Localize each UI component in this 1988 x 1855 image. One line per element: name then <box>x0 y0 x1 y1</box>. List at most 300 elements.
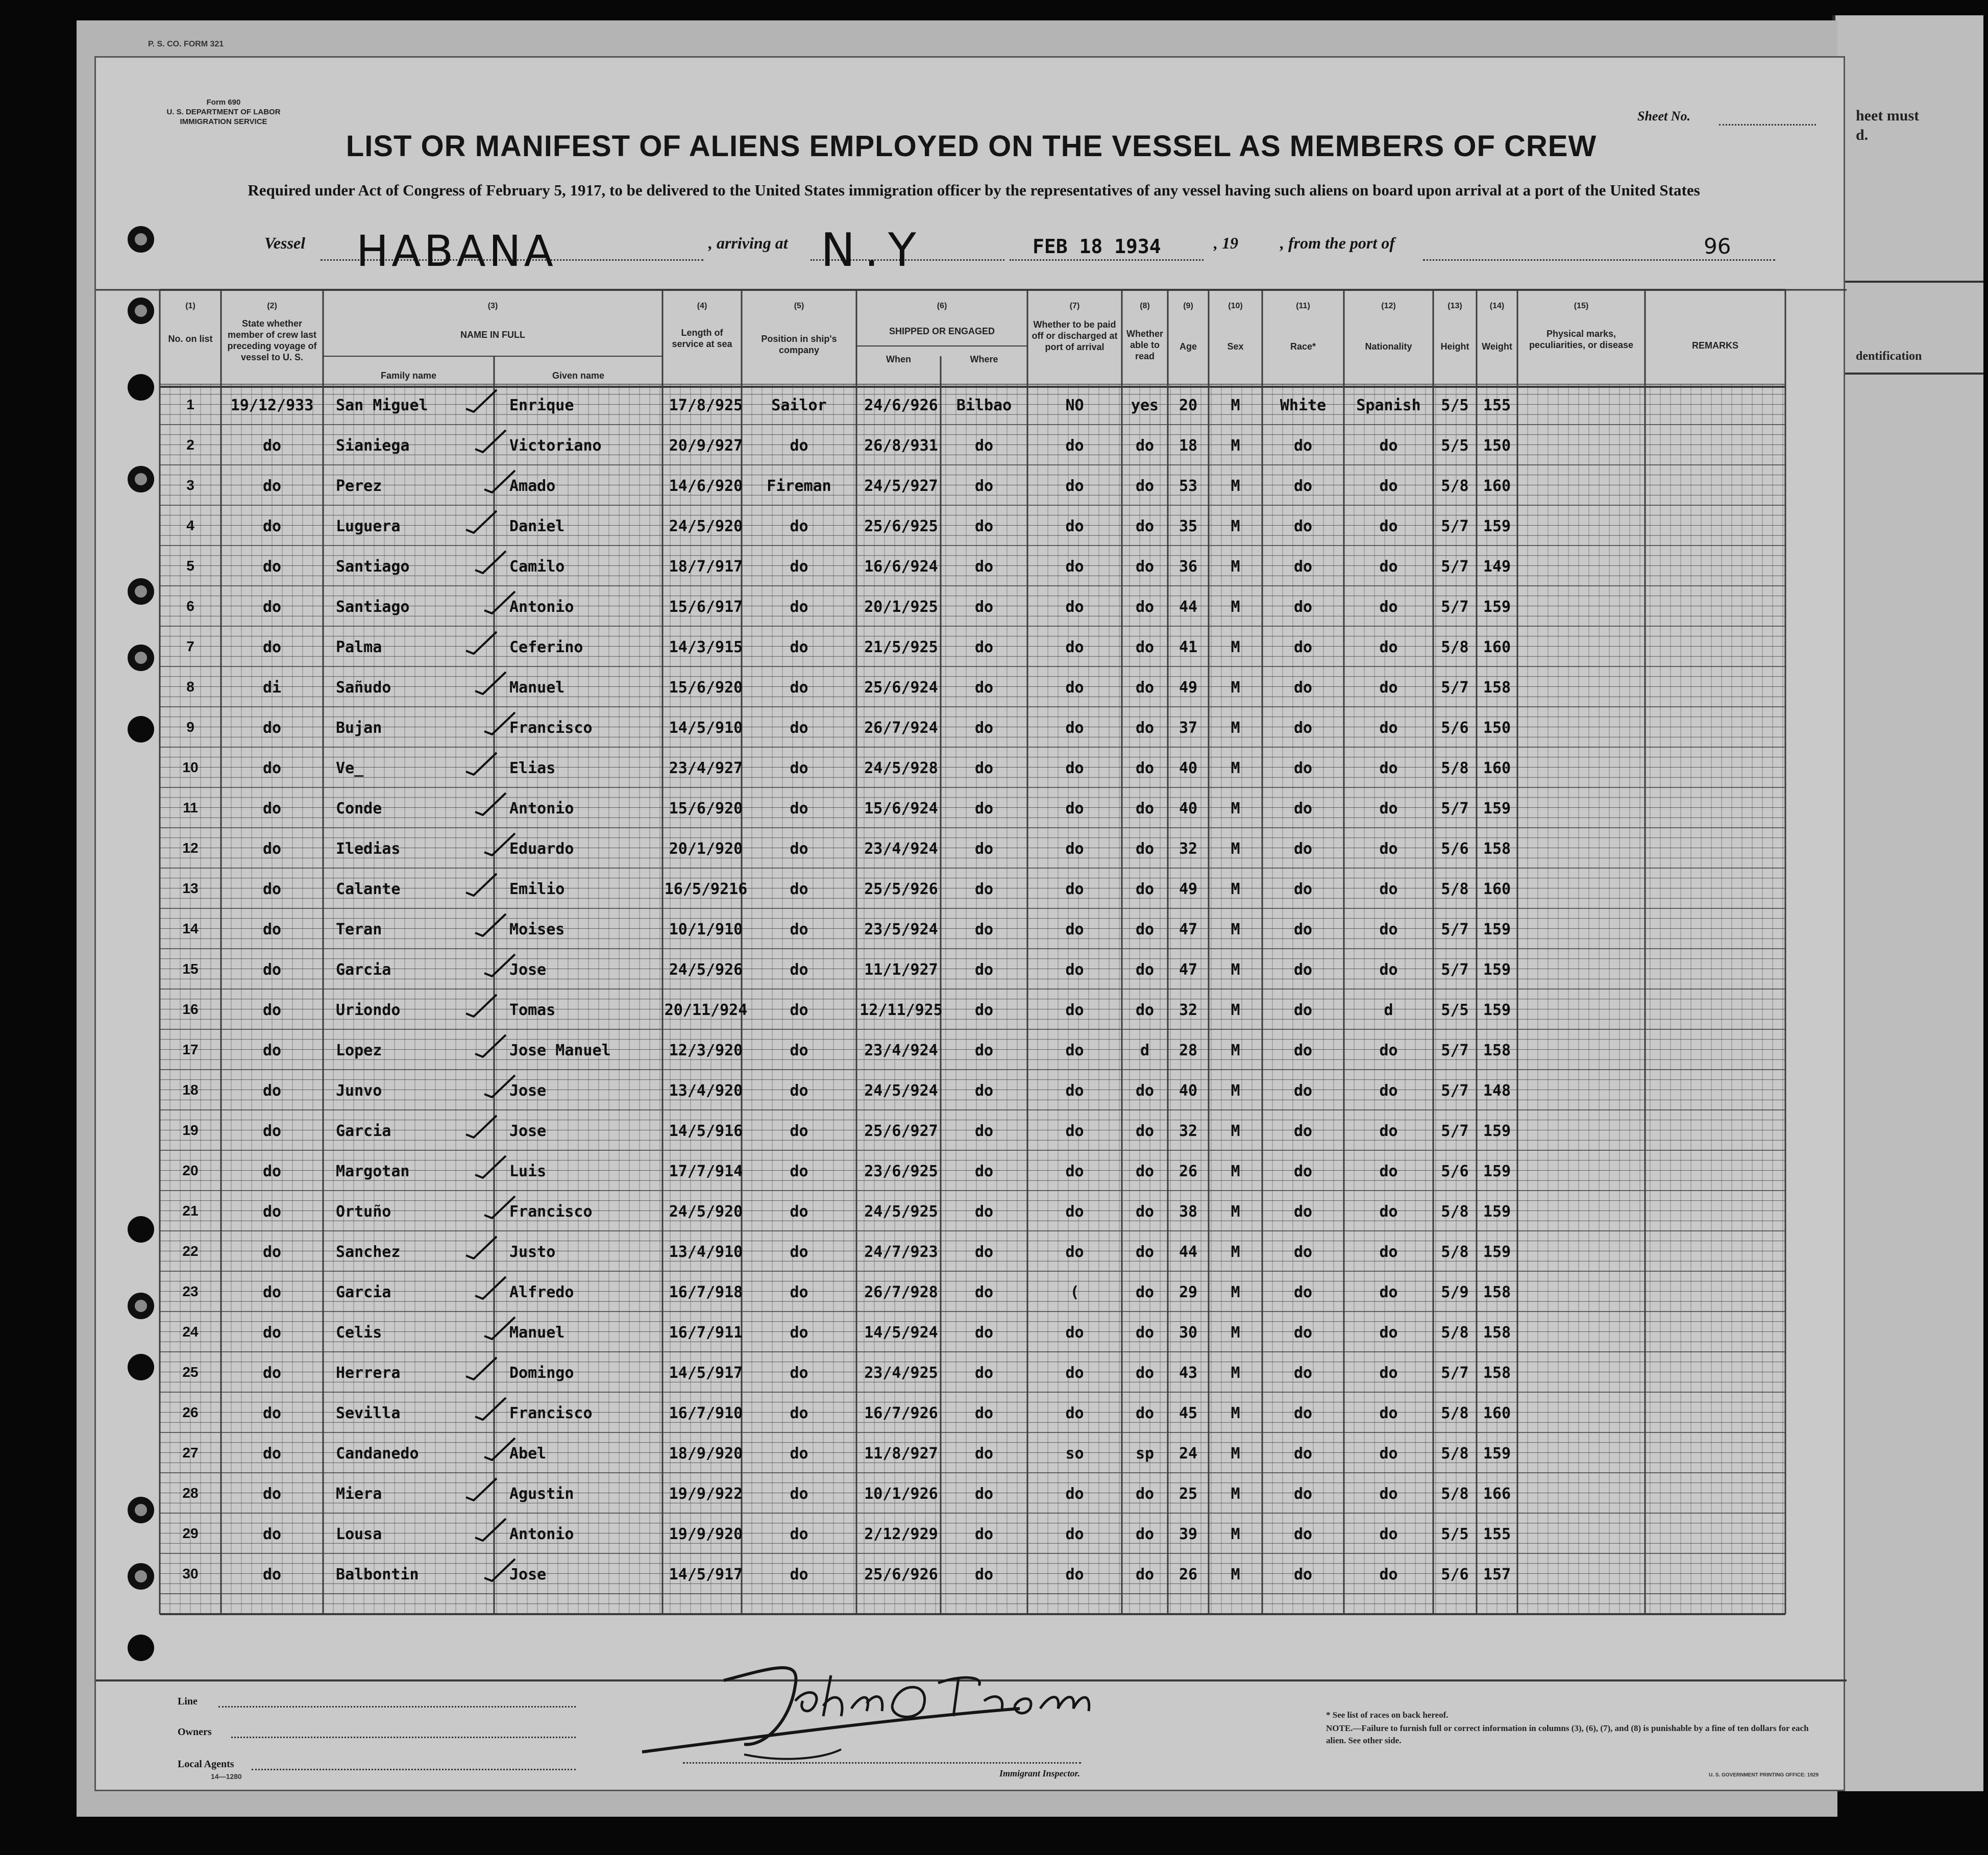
age: 24 <box>1179 1445 1198 1463</box>
able-to-read: do <box>1135 1243 1155 1261</box>
given-name: Daniel <box>509 517 565 535</box>
paid-off: do <box>1065 719 1084 737</box>
previous-voyage: do <box>262 1082 282 1100</box>
position: Sailor <box>771 397 827 414</box>
row-number: 15 <box>182 961 199 977</box>
length-of-service: 14/5/917 <box>669 1566 743 1584</box>
row-number: 9 <box>186 719 194 735</box>
family-name: Bujan <box>336 719 382 737</box>
shipped-where: do <box>974 598 994 616</box>
check-mark-icon <box>463 629 499 655</box>
given-name: Ceferino <box>509 638 583 656</box>
paid-off: do <box>1065 961 1084 979</box>
nationality: do <box>1379 517 1398 535</box>
column-number: (11) <box>1296 302 1310 310</box>
printer-form-number: P. S. CO. FORM 321 <box>148 40 224 48</box>
position: do <box>790 1042 808 1059</box>
sex: M <box>1231 1042 1240 1059</box>
nationality: do <box>1379 1163 1398 1180</box>
nationality: do <box>1379 1122 1398 1140</box>
given-name: Jose <box>509 1122 547 1140</box>
family-name: Ortuño <box>336 1203 391 1221</box>
family-name: Sañudo <box>336 679 391 697</box>
weight: 160 <box>1483 477 1511 495</box>
row-number: 10 <box>182 759 199 775</box>
paid-off: do <box>1065 1122 1084 1140</box>
height: 5/9 <box>1441 1283 1469 1301</box>
previous-voyage: do <box>262 1243 282 1261</box>
paid-off: do <box>1065 759 1084 777</box>
able-to-read: do <box>1135 961 1155 979</box>
row-number: 16 <box>182 1001 199 1017</box>
weight: 159 <box>1483 1163 1511 1180</box>
weight: 150 <box>1483 437 1511 455</box>
check-mark-icon <box>473 911 508 937</box>
header-name-in-full: NAME IN FULL <box>460 330 525 340</box>
age: 37 <box>1179 719 1198 737</box>
family-name: Garcia <box>336 1283 391 1301</box>
row-number: 24 <box>182 1324 199 1340</box>
race: White <box>1280 397 1327 414</box>
row-number: 7 <box>186 638 194 654</box>
sex: M <box>1231 1163 1240 1180</box>
age: 32 <box>1179 1001 1198 1019</box>
age: 25 <box>1179 1485 1198 1503</box>
header-physical-marks: Physical marks, peculiarities, or disease <box>1529 329 1634 350</box>
length-of-service: 18/9/920 <box>669 1445 743 1463</box>
race: do <box>1293 1243 1313 1261</box>
agents-form-number: 14—1280 <box>211 1772 242 1780</box>
shipped-where: do <box>974 759 994 777</box>
weight: 159 <box>1483 517 1511 535</box>
row-number: 18 <box>182 1082 199 1098</box>
paid-off: do <box>1065 558 1084 576</box>
length-of-service: 14/5/916 <box>669 1122 743 1140</box>
shipped-when: 25/5/926 <box>864 880 938 898</box>
weight: 159 <box>1483 1122 1511 1140</box>
shipped-where: do <box>974 1001 994 1019</box>
nationality: d <box>1384 1001 1393 1019</box>
previous-voyage: do <box>262 558 282 576</box>
given-name: Eduardo <box>509 840 574 858</box>
date-stamp: FEB 18 1934 <box>1033 235 1161 258</box>
shipped-when: 16/7/926 <box>864 1404 938 1422</box>
paid-off: do <box>1065 1163 1084 1180</box>
shipped-when: 24/5/927 <box>864 477 938 495</box>
position: do <box>790 638 808 656</box>
position: do <box>790 679 808 697</box>
race: do <box>1293 1566 1313 1584</box>
length-of-service: 19/9/920 <box>669 1525 743 1543</box>
printing-office: U. S. GOVERNMENT PRINTING OFFICE: 1929 <box>1709 1772 1819 1778</box>
height: 5/8 <box>1441 1485 1469 1503</box>
sex: M <box>1231 437 1240 455</box>
sex: M <box>1231 517 1240 535</box>
age: 32 <box>1179 840 1198 858</box>
length-of-service: 14/5/910 <box>669 719 743 737</box>
shipped-when: 21/5/925 <box>864 638 938 656</box>
given-name: Abel <box>509 1445 547 1463</box>
paid-off: do <box>1065 598 1084 616</box>
given-name: Elias <box>509 759 556 777</box>
column-number: (6) <box>937 302 947 310</box>
age: 38 <box>1179 1203 1198 1221</box>
nationality: Spanish <box>1356 397 1421 414</box>
able-to-read: d <box>1140 1042 1150 1059</box>
paid-off: do <box>1065 840 1084 858</box>
nationality: do <box>1379 880 1398 898</box>
race: do <box>1293 1042 1313 1059</box>
paid-off: do <box>1065 921 1084 938</box>
height: 5/7 <box>1441 517 1469 535</box>
column-number: (5) <box>794 302 804 310</box>
inspector-label: Immigrant Inspector. <box>999 1768 1081 1778</box>
line-label: Line <box>178 1696 198 1707</box>
able-to-read: yes <box>1131 397 1159 414</box>
race: do <box>1293 759 1313 777</box>
paid-off: do <box>1065 1203 1084 1221</box>
column-number: (14) <box>1489 302 1505 310</box>
row-number: 28 <box>182 1485 199 1501</box>
check-mark-icon <box>482 468 518 493</box>
weight: 166 <box>1483 1485 1511 1503</box>
age: 44 <box>1179 1243 1198 1261</box>
height: 5/5 <box>1441 437 1469 455</box>
column-number: (10) <box>1228 302 1243 310</box>
nationality: do <box>1379 437 1398 455</box>
page-subtitle: Required under Act of Congress of February 5, 1917, to be delivered to the United States immigration officer by the representatives of any vessel having such aliens on board upon arrival at a port of the United States <box>248 181 1700 199</box>
given-name: Jose <box>509 961 547 979</box>
position: do <box>790 840 808 858</box>
previous-voyage: do <box>262 477 282 495</box>
able-to-read: do <box>1135 1566 1155 1584</box>
height: 5/7 <box>1441 1042 1469 1059</box>
position: do <box>790 1525 808 1543</box>
paid-off: do <box>1065 880 1084 898</box>
edge-fragment: d. <box>1856 127 1869 143</box>
race: do <box>1293 477 1313 495</box>
shipped-when: 24/6/926 <box>864 397 938 414</box>
header-race: Race* <box>1290 341 1316 352</box>
able-to-read: do <box>1135 1364 1155 1382</box>
previous-voyage: do <box>262 1324 282 1342</box>
height: 5/8 <box>1441 1203 1469 1221</box>
check-mark-icon <box>482 710 518 735</box>
weight: 159 <box>1483 800 1511 818</box>
check-mark-icon <box>482 589 518 614</box>
length-of-service: 18/7/917 <box>669 558 743 576</box>
height: 5/8 <box>1441 759 1469 777</box>
shipped-when: 24/5/924 <box>864 1082 938 1100</box>
weight: 160 <box>1483 880 1511 898</box>
shipped-when: 23/6/925 <box>864 1163 938 1180</box>
length-of-service: 24/5/926 <box>669 961 743 979</box>
row-number: 4 <box>186 517 194 533</box>
previous-voyage: do <box>262 1203 282 1221</box>
height: 5/7 <box>1441 1122 1469 1140</box>
family-name: Celis <box>336 1324 382 1342</box>
weight: 159 <box>1483 1445 1511 1463</box>
check-mark-icon <box>473 549 508 574</box>
length-of-service: 12/3/920 <box>669 1042 743 1059</box>
given-name: Alfredo <box>509 1283 574 1301</box>
edge-fragment: dentification <box>1856 350 1922 363</box>
paid-off: do <box>1065 1485 1084 1503</box>
header-paid-off: Whether to be paid off or discharged at port of arrival <box>1032 319 1118 352</box>
height: 5/8 <box>1441 477 1469 495</box>
shipped-where: do <box>974 1404 994 1422</box>
from-port-label: , from the port of <box>1280 234 1395 252</box>
nationality: do <box>1379 961 1398 979</box>
family-name: Sevilla <box>336 1404 401 1422</box>
shipped-where: do <box>974 1042 994 1059</box>
race: do <box>1293 1163 1313 1180</box>
shipped-when: 14/5/924 <box>864 1324 938 1342</box>
column-number: (4) <box>697 302 707 310</box>
local-agents-label: Local Agents <box>178 1759 234 1770</box>
weight: 157 <box>1483 1566 1511 1584</box>
able-to-read: do <box>1135 921 1155 938</box>
age: 53 <box>1179 477 1198 495</box>
race: do <box>1293 1324 1313 1342</box>
check-mark-icon <box>463 992 499 1018</box>
sex: M <box>1231 1525 1240 1543</box>
able-to-read: do <box>1135 1324 1155 1342</box>
row-number: 23 <box>182 1283 199 1299</box>
position: do <box>790 800 808 818</box>
shipped-when: 2/12/929 <box>864 1525 938 1543</box>
able-to-read: do <box>1135 638 1155 656</box>
shipped-where: do <box>974 921 994 938</box>
shipped-when: 25/6/925 <box>864 517 938 535</box>
row-number: 11 <box>183 800 198 815</box>
race: do <box>1293 598 1313 616</box>
previous-voyage: do <box>262 1283 282 1301</box>
length-of-service: 19/9/922 <box>669 1485 743 1503</box>
row-number: 21 <box>182 1203 199 1219</box>
shipped-where: do <box>974 437 994 455</box>
height: 5/6 <box>1441 719 1469 737</box>
row-number: 2 <box>186 437 194 453</box>
position: do <box>790 1283 808 1301</box>
nationality: do <box>1379 1203 1398 1221</box>
check-mark-icon <box>482 1436 518 1461</box>
shipped-where: do <box>974 1203 994 1221</box>
age: 45 <box>1179 1404 1198 1422</box>
race: do <box>1293 638 1313 656</box>
height: 5/7 <box>1441 679 1469 697</box>
paid-off: do <box>1065 477 1084 495</box>
paid-off: do <box>1065 638 1084 656</box>
race: do <box>1293 558 1313 576</box>
length-of-service: 20/11/924 <box>664 1001 748 1019</box>
header-given-name: Given name <box>552 370 605 381</box>
given-name: Manuel <box>509 679 565 697</box>
check-mark-icon <box>463 1355 499 1380</box>
sex: M <box>1231 961 1240 979</box>
shipped-where: do <box>974 1445 994 1463</box>
header-family-name: Family name <box>380 370 437 381</box>
family-name: Ve_ <box>336 759 364 777</box>
able-to-read: do <box>1135 1163 1155 1180</box>
manifest-sheet <box>94 56 1845 1791</box>
able-to-read: do <box>1135 1485 1155 1503</box>
weight: 150 <box>1483 719 1511 737</box>
shipped-when: 11/8/927 <box>864 1445 938 1463</box>
check-mark-icon <box>473 670 508 695</box>
check-mark-icon <box>482 1073 518 1098</box>
nationality: do <box>1379 1525 1398 1543</box>
length-of-service: 20/9/927 <box>669 437 743 455</box>
row-number: 29 <box>182 1525 199 1541</box>
able-to-read: do <box>1135 1001 1155 1019</box>
nationality: do <box>1379 1445 1398 1463</box>
previous-voyage: do <box>262 1445 282 1463</box>
column-number: (15) <box>1574 302 1589 310</box>
header-position: Position in ship's company <box>761 334 837 355</box>
row-number: 17 <box>182 1042 199 1057</box>
shipped-when: 25/6/924 <box>864 679 938 697</box>
race: do <box>1293 840 1313 858</box>
sex: M <box>1231 679 1240 697</box>
column-number: (7) <box>1069 302 1080 310</box>
shipped-where: do <box>974 1525 994 1543</box>
nationality: do <box>1379 1404 1398 1422</box>
length-of-service: 24/5/920 <box>669 1203 743 1221</box>
shipped-when: 24/5/928 <box>864 759 938 777</box>
vessel-name: HABANA <box>356 226 557 276</box>
weight: 158 <box>1483 1042 1511 1059</box>
paid-off: do <box>1065 1042 1084 1059</box>
header-age: Age <box>1179 341 1197 352</box>
shipped-where: do <box>974 840 994 858</box>
shipped-where: do <box>974 1364 994 1382</box>
race: do <box>1293 517 1313 535</box>
family-name: Luguera <box>336 517 401 535</box>
sex: M <box>1231 1203 1240 1221</box>
weight: 158 <box>1483 679 1511 697</box>
shipped-when: 23/5/924 <box>864 921 938 938</box>
weight: 149 <box>1483 558 1511 576</box>
header-nationality: Nationality <box>1365 341 1412 352</box>
nationality: do <box>1379 1283 1398 1301</box>
able-to-read: do <box>1135 437 1155 455</box>
length-of-service: 14/5/917 <box>669 1364 743 1382</box>
race: do <box>1293 1283 1313 1301</box>
length-of-service: 16/7/911 <box>669 1324 743 1342</box>
sex: M <box>1231 1082 1240 1100</box>
weight: 155 <box>1483 1525 1511 1543</box>
arriving-label: , arriving at <box>708 234 788 252</box>
family-name: Calante <box>336 880 401 898</box>
previous-voyage: do <box>262 1001 282 1019</box>
weight: 158 <box>1483 1364 1511 1382</box>
weight: 160 <box>1483 1404 1511 1422</box>
previous-voyage: do <box>262 1525 282 1543</box>
length-of-service: 15/6/917 <box>669 598 743 616</box>
shipped-when: 16/6/924 <box>864 558 938 576</box>
height: 5/8 <box>1441 1404 1469 1422</box>
column-number: (1) <box>185 302 195 310</box>
able-to-read: do <box>1135 759 1155 777</box>
vessel-label: Vessel <box>264 234 305 252</box>
age: 35 <box>1179 517 1198 535</box>
family-name: Junvo <box>336 1082 382 1100</box>
family-name: Balbontin <box>336 1566 419 1584</box>
nationality: do <box>1379 1364 1398 1382</box>
sex: M <box>1231 477 1240 495</box>
previous-voyage: 19/12/933 <box>230 397 314 414</box>
shipped-when: 24/5/925 <box>864 1203 938 1221</box>
position: Fireman <box>767 477 831 495</box>
weight: 160 <box>1483 638 1511 656</box>
nationality: do <box>1379 719 1398 737</box>
row-number: 30 <box>182 1566 199 1581</box>
length-of-service: 23/4/927 <box>669 759 743 777</box>
check-mark-icon <box>463 1113 499 1139</box>
age: 28 <box>1179 1042 1198 1059</box>
position: do <box>790 1445 808 1463</box>
shipped-when: 25/6/926 <box>864 1566 938 1584</box>
sex: M <box>1231 397 1240 414</box>
position: do <box>790 1324 808 1342</box>
paid-off: NO <box>1065 397 1084 414</box>
race: do <box>1293 961 1313 979</box>
age: 18 <box>1179 437 1198 455</box>
row-number: 8 <box>186 679 194 695</box>
row-number: 6 <box>186 598 194 614</box>
given-name: Jose <box>509 1082 547 1100</box>
shipped-where: do <box>974 679 994 697</box>
position: do <box>790 437 808 455</box>
height: 5/7 <box>1441 598 1469 616</box>
column-number: (3) <box>487 302 498 310</box>
given-name: Antonio <box>509 800 574 818</box>
family-name: Garcia <box>336 961 391 979</box>
header-when: When <box>886 354 911 364</box>
sex: M <box>1231 1122 1240 1140</box>
able-to-read: do <box>1135 1525 1155 1543</box>
sex: M <box>1231 800 1240 818</box>
previous-voyage: do <box>262 638 282 656</box>
sex: M <box>1231 1364 1240 1382</box>
shipped-where: Bilbao <box>956 397 1012 414</box>
weight: 159 <box>1483 921 1511 938</box>
row-number: 1 <box>186 397 194 412</box>
check-mark-icon <box>463 750 499 776</box>
header-previous-voyage: State whether member of crew last preceding voyage of vessel to U. S. <box>227 318 317 362</box>
age: 29 <box>1179 1283 1198 1301</box>
race: do <box>1293 1203 1313 1221</box>
previous-voyage: do <box>262 1566 282 1584</box>
check-mark-icon <box>463 1234 499 1259</box>
height: 5/7 <box>1441 921 1469 938</box>
position: do <box>790 1364 808 1382</box>
given-name: Manuel <box>509 1324 565 1342</box>
race: do <box>1293 1525 1313 1543</box>
paid-off: do <box>1065 517 1084 535</box>
sex: M <box>1231 880 1240 898</box>
position: do <box>790 558 808 576</box>
nationality: do <box>1379 840 1398 858</box>
header-sex: Sex <box>1227 341 1244 352</box>
shipped-where: do <box>974 1163 994 1180</box>
shipped-when: 23/4/925 <box>864 1364 938 1382</box>
race: do <box>1293 1445 1313 1463</box>
age: 41 <box>1179 638 1198 656</box>
check-mark-icon <box>482 1315 518 1340</box>
position: do <box>790 1485 808 1503</box>
